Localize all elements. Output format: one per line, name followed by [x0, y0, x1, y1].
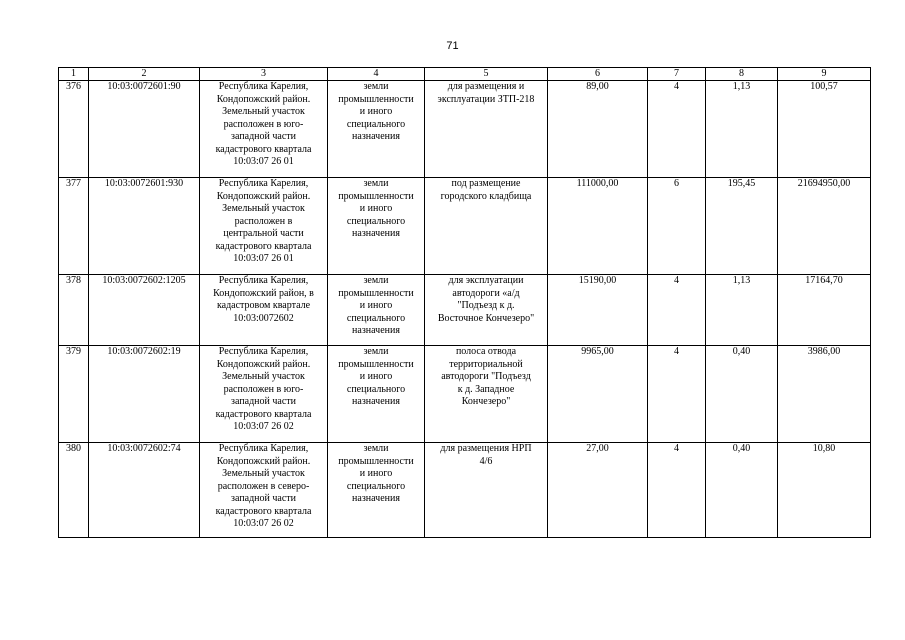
row-number: 377 — [59, 178, 89, 275]
area-cell: 27,00 — [548, 443, 648, 538]
page-number: 71 — [446, 40, 459, 52]
column-header: 4 — [328, 68, 425, 81]
column-9-cell: 10,80 — [778, 443, 871, 538]
location-cell: Республика Карелия, Кондопожский район. Земельный участок расположен в северо- западной части кадастрового квартала 10:03:07 26 02 — [200, 443, 328, 538]
area-cell: 89,00 — [548, 81, 648, 178]
column-header: 5 — [425, 68, 548, 81]
column-9-cell: 21694950,00 — [778, 178, 871, 275]
column-8-cell: 195,45 — [706, 178, 778, 275]
column-7-cell: 4 — [648, 443, 706, 538]
land-category-cell: земли промышленности и иного специального назначения — [328, 346, 425, 443]
cadastral-number: 10:03:0072601:90 — [89, 81, 200, 178]
table-row — [59, 275, 871, 346]
column-9-cell: 3986,00 — [778, 346, 871, 443]
area-cell: 111000,00 — [548, 178, 648, 275]
column-9-cell: 17164,70 — [778, 275, 871, 346]
permitted-use-cell: для размещения НРП 4/6 — [425, 443, 548, 538]
column-7-cell: 4 — [648, 346, 706, 443]
cadastral-number: 10:03:0072602:74 — [89, 443, 200, 538]
cadastral-number: 10:03:0072602:1205 — [89, 275, 200, 346]
land-category-cell: земли промышленности и иного специального назначения — [328, 81, 425, 178]
permitted-use-cell: для размещения и эксплуатации ЗТП-218 — [425, 81, 548, 178]
table-row — [59, 81, 871, 178]
cadastral-number: 10:03:0072602:19 — [89, 346, 200, 443]
location-cell: Республика Карелия, Кондопожский район. Земельный участок расположен в юго- западной части кадастрового квартала 10:03:07 26 02 — [200, 346, 328, 443]
row-number: 380 — [59, 443, 89, 538]
column-8-cell: 0,40 — [706, 346, 778, 443]
table-row — [59, 178, 871, 275]
column-8-cell: 1,13 — [706, 275, 778, 346]
permitted-use-cell: под размещение городского кладбища — [425, 178, 548, 275]
area-cell: 15190,00 — [548, 275, 648, 346]
table-row — [59, 346, 871, 443]
column-header: 6 — [548, 68, 648, 81]
column-9-cell: 100,57 — [778, 81, 871, 178]
permitted-use-cell: полоса отвода территориальной автодороги "Подъезд к д. Западное Кончезеро" — [425, 346, 548, 443]
row-number: 376 — [59, 81, 89, 178]
land-category-cell: земли промышленности и иного специального назначения — [328, 275, 425, 346]
location-cell: Республика Карелия, Кондопожский район. Земельный участок расположен в юго- западной части кадастрового квартала 10:03:07 26 01 — [200, 81, 328, 178]
land-plots-table — [58, 67, 871, 538]
column-header: 7 — [648, 68, 706, 81]
header-row — [59, 68, 871, 81]
column-7-cell: 4 — [648, 275, 706, 346]
table-row — [59, 443, 871, 538]
column-header: 9 — [778, 68, 871, 81]
location-cell: Республика Карелия, Кондопожский район, в кадастровом квартале 10:03:0072602 — [200, 275, 328, 346]
column-header: 1 — [59, 68, 89, 81]
area-cell: 9965,00 — [548, 346, 648, 443]
cadastral-number: 10:03:0072601:930 — [89, 178, 200, 275]
land-category-cell: земли промышленности и иного специального назначения — [328, 443, 425, 538]
column-8-cell: 0,40 — [706, 443, 778, 538]
column-header: 3 — [200, 68, 328, 81]
column-8-cell: 1,13 — [706, 81, 778, 178]
column-header: 8 — [706, 68, 778, 81]
row-number: 378 — [59, 275, 89, 346]
column-header: 2 — [89, 68, 200, 81]
permitted-use-cell: для эксплуатации автодороги «а/д "Подъезд к д. Восточное Кончезеро" — [425, 275, 548, 346]
land-category-cell: земли промышленности и иного специального назначения — [328, 178, 425, 275]
location-cell: Республика Карелия, Кондопожский район. Земельный участок расположен в центральной части кадастрового квартала 10:03:07 26 01 — [200, 178, 328, 275]
column-7-cell: 6 — [648, 178, 706, 275]
column-7-cell: 4 — [648, 81, 706, 178]
row-number: 379 — [59, 346, 89, 443]
